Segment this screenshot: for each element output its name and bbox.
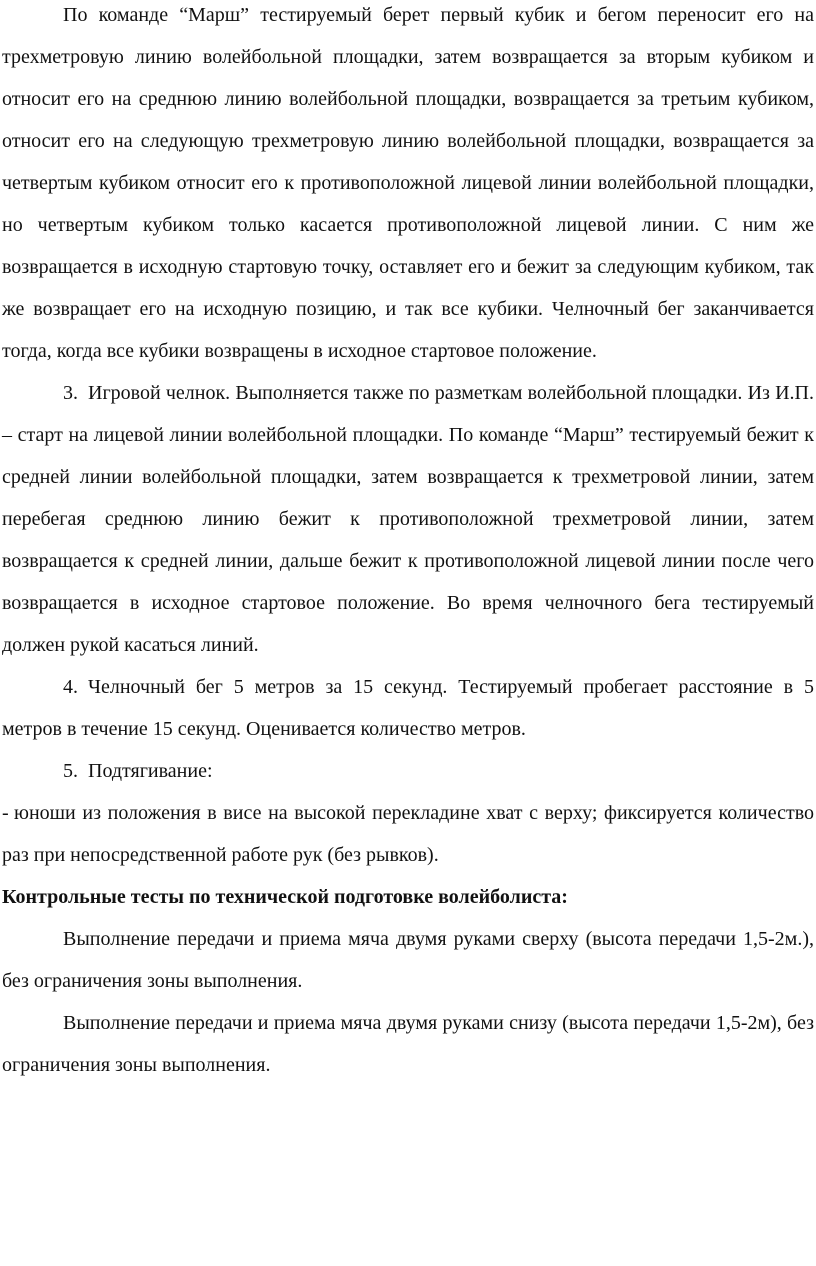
paragraph-text: Выполнение передачи и приема мяча двумя руками снизу (высота передачи 1,5-2м), без ограничения зоны выполнения. (2, 1012, 814, 1076)
paragraph-pull-ups (2, 750, 814, 792)
test-item-overhead-pass (2, 918, 814, 1002)
paragraph-game-shuttle (2, 372, 814, 666)
paragraph-text: Выполнение передачи и приема мяча двумя руками сверху (высота передачи 1,5-2м.), без ограничения зоны выполнения. (2, 928, 814, 992)
paragraph-pull-ups-boys (2, 792, 814, 876)
list-number: 3. (63, 382, 78, 404)
paragraph-shuttle-run-5m (2, 666, 814, 750)
paragraph-text: Подтягивание: (88, 760, 213, 782)
section-heading: Контрольные тесты по технической подготовке волейболиста: (2, 886, 568, 908)
list-number: 5. (63, 760, 78, 782)
list-dash: - (2, 802, 9, 824)
paragraph-text: Челночный бег 5 метров за 15 секунд. Тестируемый пробегает расстояние в 5 метров в течение 15 секунд. Оценивается количество метров. (2, 676, 814, 740)
paragraph-text: Игровой челнок. Выполняется также по разметкам волейбольной площадки. Из И.П. – старт на лицевой линии волейбольной площадки. По команде “Марш” тестируемый бежит к средней линии волейбольной площадки, затем возвращается к трехметровой линии, затем перебегая среднюю линию бежит к противоположной трехметровой линии, затем возвращается к средней линии, дальше бежит к противоположной лицевой линии после чего возвращается в исходное стартовое положение. Во время челночного бега тестируемый должен рукой касаться линий. (2, 382, 814, 656)
paragraph-text: юноши из положения в висе на высокой перекладине хват с верху; фиксируется количество раз при непосредственной работе рук (без рывков). (2, 802, 814, 866)
paragraph-text: По команде “Марш” тестируемый берет первый кубик и бегом переносит его на трехметровую линию волейбольной площадки, затем возвращается за вторым кубиком и относит его на среднюю линию волейбольной площадки, возвращается за третьим кубиком, относит его на следующую трехметровую линию волейбольной площадки, возвращается за четвертым кубиком относит его к противоположной лицевой линии волейбольной площадки, но четвертым кубиком только касается противоположной лицевой линии. С ним же возвращается в исходную стартовую точку, оставляет его и бежит за следующим кубиком, так же возвращает его на исходную позицию, и так все кубики. Челночный бег заканчивается тогда, когда все кубики возвращены в исходное стартовое положение. (2, 4, 814, 362)
list-number: 4. (63, 676, 78, 698)
test-item-underhand-pass (2, 1002, 814, 1086)
paragraph-shuttle-run-cubes (2, 0, 814, 372)
